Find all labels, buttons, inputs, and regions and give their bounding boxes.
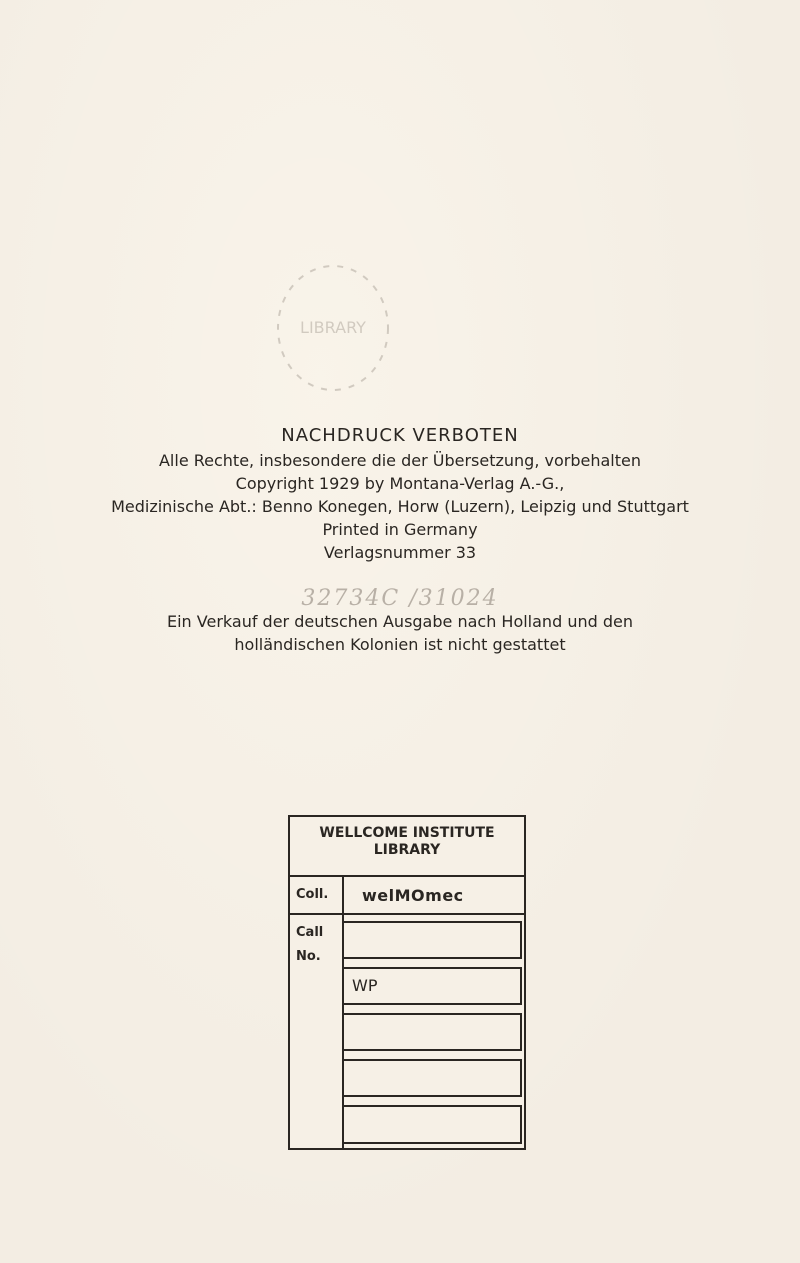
printed-line: Printed in Germany bbox=[322, 520, 478, 539]
library-card bbox=[288, 815, 526, 1150]
library-card-header bbox=[290, 817, 524, 877]
rights-notice bbox=[0, 449, 800, 564]
call-number-slot bbox=[344, 1059, 522, 1097]
coll-value: welMOmec bbox=[362, 886, 464, 905]
no-label: No. bbox=[296, 949, 321, 964]
sale-notice bbox=[0, 610, 800, 656]
library-card-title: WELLCOME INSTITUTE bbox=[319, 825, 495, 841]
call-number-slot bbox=[344, 1013, 522, 1051]
library-card-subtitle: LIBRARY bbox=[373, 842, 441, 858]
call-number-value: WP bbox=[352, 976, 378, 995]
call-number-slot bbox=[344, 967, 522, 1005]
call-label: Call bbox=[296, 925, 324, 940]
publisher-line: Medizinische Abt.: Benno Konegen, Horw (Luzern), Leipzig und Stuttgart bbox=[111, 497, 689, 516]
verlagsnummer-line: Verlagsnummer 33 bbox=[323, 543, 477, 562]
faded-library-stamp bbox=[268, 258, 398, 398]
stamp-text: LIBRARY bbox=[300, 318, 366, 337]
pencil-annotation: 32734C /31024 bbox=[301, 586, 499, 611]
call-number-slot bbox=[344, 921, 522, 959]
copyright-line: Copyright 1929 by Montana-Verlag A.-G., bbox=[235, 474, 565, 493]
sale-line-2: holländischen Kolonien ist nicht gestattet bbox=[234, 635, 566, 654]
call-number-slot bbox=[344, 1105, 522, 1144]
coll-label: Coll. bbox=[296, 887, 329, 902]
rights-line: Alle Rechte, insbesondere die der Übersetzung, vorbehalten bbox=[158, 451, 641, 470]
coll-row bbox=[290, 877, 524, 915]
page-heading: NACHDRUCK VERBOTEN bbox=[281, 425, 519, 446]
sale-line-1: Ein Verkauf der deutschen Ausgabe nach Holland und den bbox=[167, 612, 633, 631]
